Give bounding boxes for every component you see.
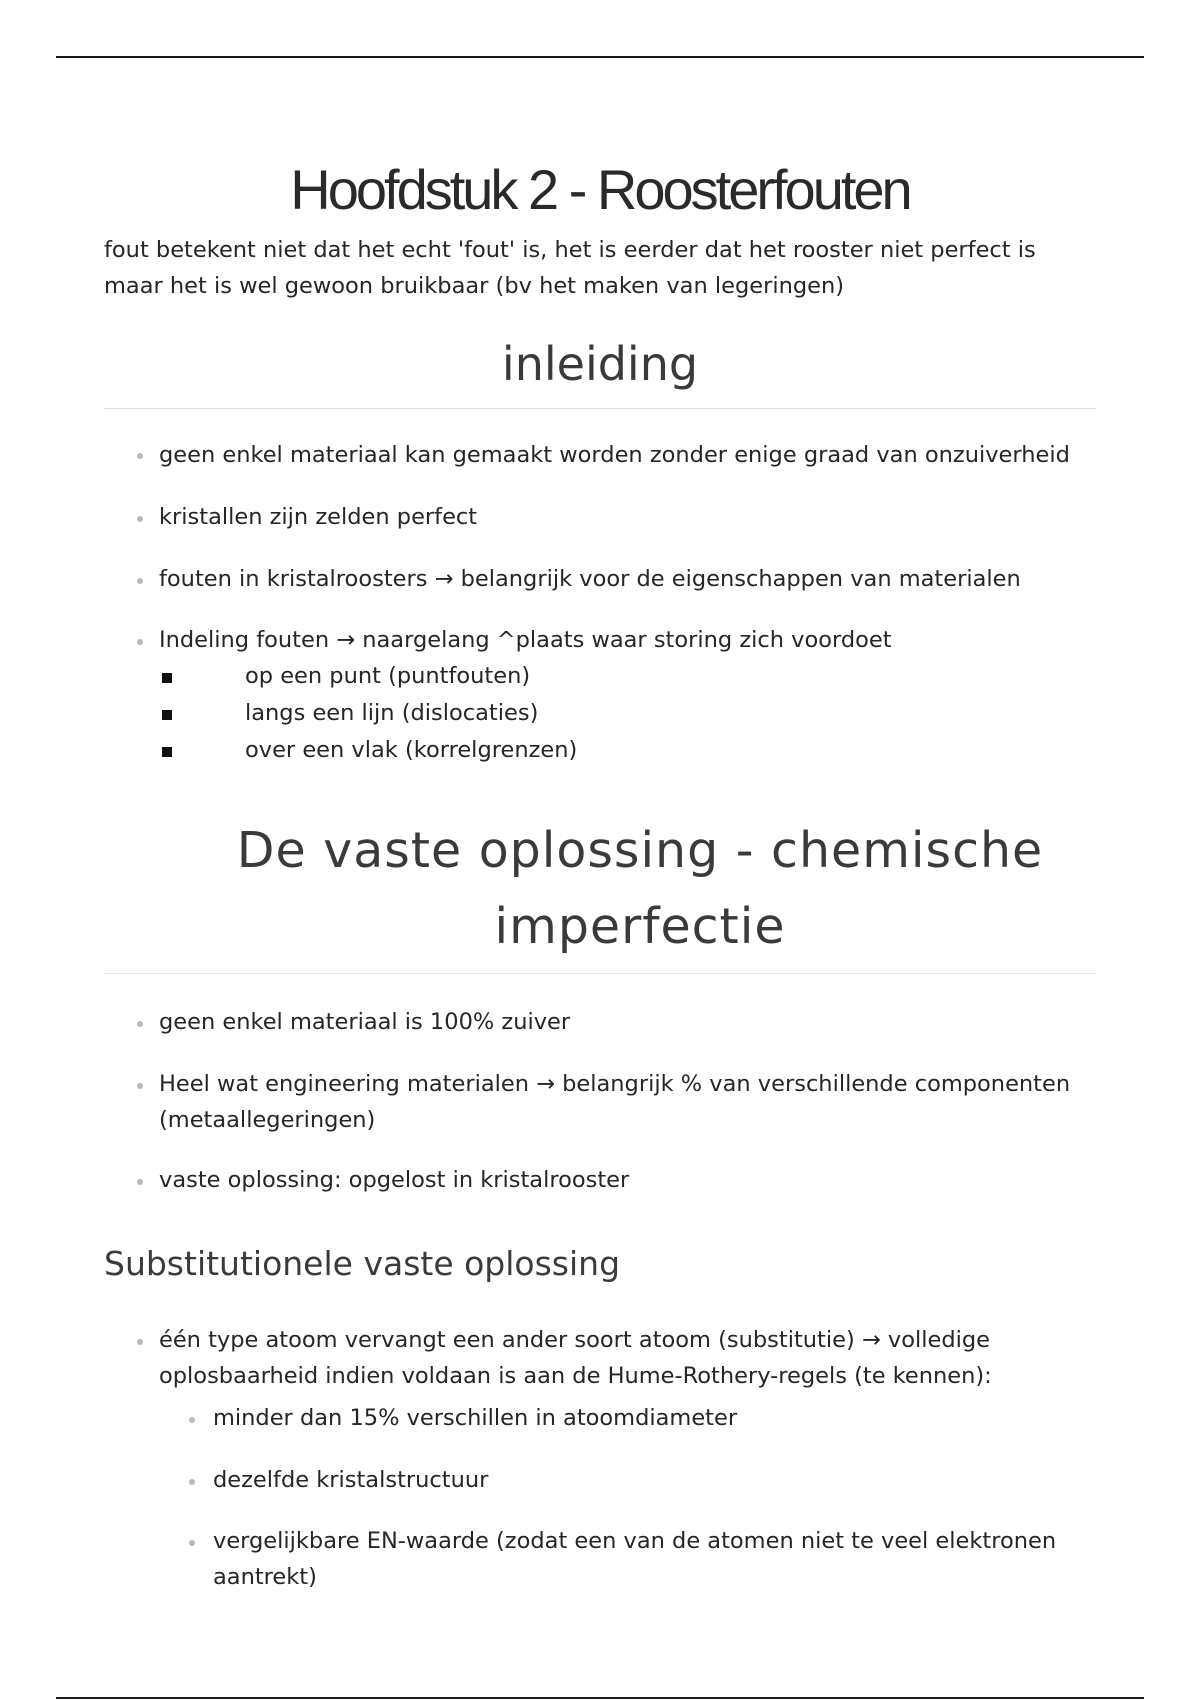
square-bullet-icon	[162, 710, 172, 720]
list-item-text: minder dan 15% verschillen in atoomdiameter	[213, 1405, 738, 1431]
list-item-text: fouten in kristalroosters → belangrijk voor de eigenschappen van materialen	[159, 566, 1021, 592]
list-item-text: op een punt (puntfouten)	[245, 663, 531, 689]
list-item-text: over een vlak (korrelgrenzen)	[245, 737, 578, 763]
intro-paragraph: fout betekent niet dat het echt 'fout' is, het is eerder dat het rooster niet perfect is maar het is wel gewoon bruikbaar (bv het maken van legeringen)	[104, 237, 1036, 299]
substitutionele-list	[104, 1322, 1096, 1595]
list-item	[104, 499, 1096, 535]
bullet-dot-icon	[189, 1479, 195, 1485]
list-item	[104, 561, 1096, 597]
bullet-dot-icon	[137, 1339, 143, 1345]
list-item-text: kristallen zijn zelden perfect	[159, 504, 478, 530]
page-title: Hoofdstuk 2 - Roosterfouten	[290, 158, 910, 221]
list-item-text: geen enkel materiaal is 100% zuiver	[159, 1009, 571, 1035]
list-item	[104, 1322, 1096, 1595]
bullet-dot-icon	[137, 516, 143, 522]
bullet-dot-icon	[137, 578, 143, 584]
list-item-text: vergelijkbare EN-waarde (zodat een van de atomen niet te veel elektronen aantrekt)	[213, 1528, 1057, 1590]
hume-rothery-rules-list	[159, 1400, 1096, 1595]
list-item	[159, 1523, 1096, 1595]
list-item-text: dezelfde kristalstructuur	[213, 1467, 489, 1493]
list-item	[104, 622, 1096, 658]
list-item-text: Indeling fouten → naargelang ^plaats waar storing zich voordoet	[159, 627, 892, 653]
list-item-text: vaste oplossing: opgelost in kristalrooster	[159, 1167, 630, 1193]
storing-list	[104, 658, 1096, 769]
bullet-dot-icon	[137, 453, 143, 459]
list-item	[104, 1162, 1096, 1198]
bullet-dot-icon	[137, 1083, 143, 1089]
section-heading-vaste-oplossing: De vaste oplossing - chemische imperfectie	[104, 813, 1096, 974]
list-item-text: geen enkel materiaal kan gemaakt worden zonder enige graad van onzuiverheid	[159, 442, 1070, 468]
bullet-dot-icon	[137, 1021, 143, 1027]
list-item-text: langs een lijn (dislocaties)	[245, 700, 539, 726]
bullet-dot-icon	[137, 639, 143, 645]
list-item	[104, 441, 1096, 469]
list-item	[104, 658, 1096, 695]
list-item-text: één type atoom vervangt een ander soort atoom (substitutie) → volledige oplosbaarheid indien voldaan is aan de Hume-Rothery-regels (te kennen):	[159, 1327, 992, 1389]
list-item-text: Heel wat engineering materialen → belangrijk % van verschillende componenten (metaallegeringen)	[159, 1071, 1071, 1133]
bullet-dot-icon	[137, 1179, 143, 1185]
list-item	[159, 1462, 1096, 1498]
bullet-dot-icon	[189, 1417, 195, 1423]
list-item	[104, 732, 1096, 769]
top-rule	[56, 56, 1144, 58]
inleiding-list	[104, 441, 1096, 658]
bottom-rule	[56, 1697, 1144, 1699]
square-bullet-icon	[162, 747, 172, 757]
list-item	[104, 695, 1096, 732]
bullet-dot-icon	[189, 1540, 195, 1546]
list-item	[104, 1004, 1096, 1040]
subsection-heading-substitutionele: Substitutionele vaste oplossing	[104, 1244, 621, 1283]
vaste-oplossing-list	[104, 1004, 1096, 1198]
list-item	[104, 1066, 1096, 1138]
document-body	[104, 150, 1096, 1595]
section-heading-inleiding: inleiding	[104, 332, 1096, 409]
list-item	[159, 1400, 1096, 1436]
square-bullet-icon	[162, 673, 172, 683]
